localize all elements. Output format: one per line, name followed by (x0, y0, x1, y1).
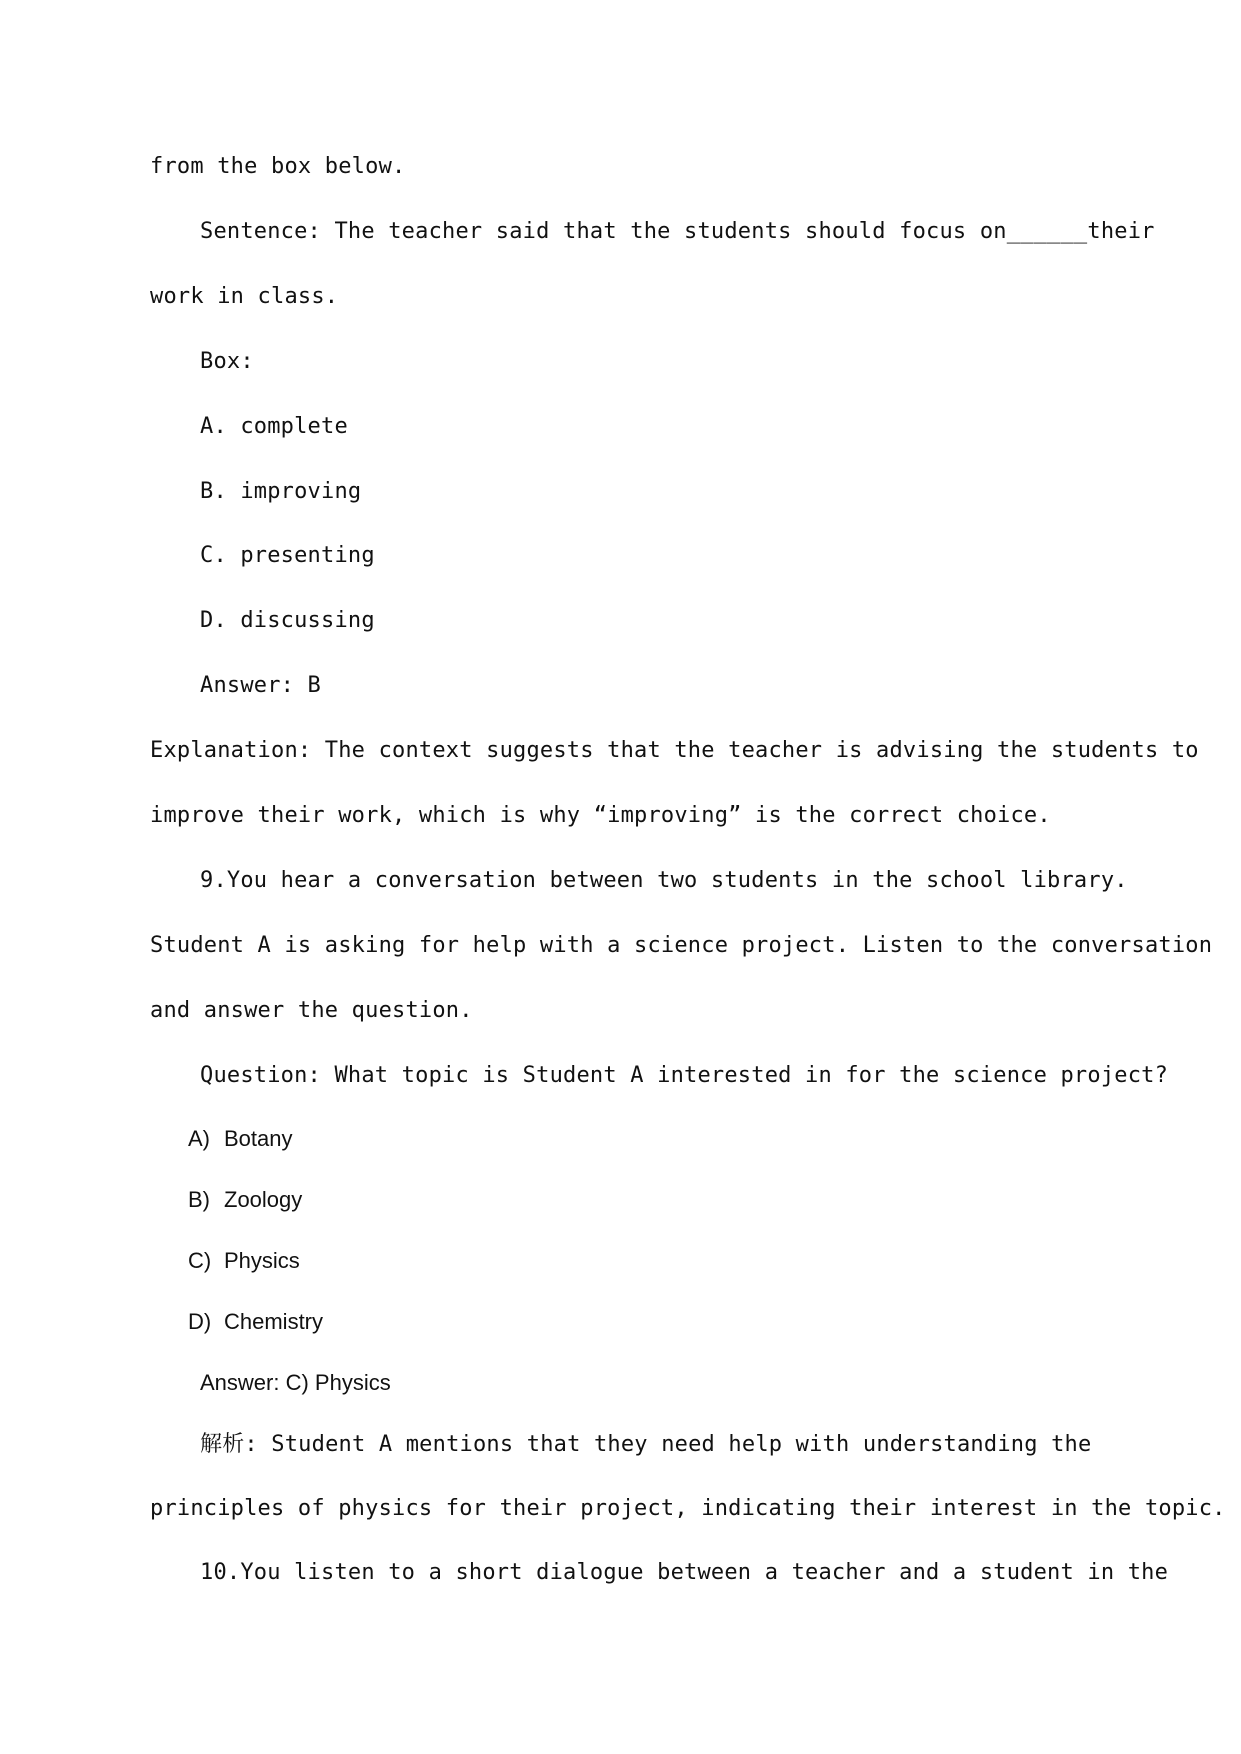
option-label: D) (188, 1309, 212, 1334)
option-c: C. presenting (200, 543, 375, 568)
explanation-line: Explanation: The context suggests that the teacher is advising the students to (150, 738, 1199, 763)
option-d: D. discussing (200, 608, 375, 633)
box-label: Box: (200, 349, 254, 374)
text-line: work in class. (150, 284, 339, 309)
text-line: from the box below. (150, 154, 406, 179)
analysis-line: principles of physics for their project, indicating their interest in the topic. (150, 1496, 1226, 1521)
option-label: B) (188, 1187, 210, 1212)
option-label: A) (188, 1126, 210, 1151)
answer-line: Answer: B (200, 673, 322, 698)
explanation-line: improve their work, which is why “improving” is the correct choice. (150, 803, 1051, 828)
question-line: Question: What topic is Student A interested in for the science project? (200, 1063, 1169, 1088)
answer-line: Answer: C) Physics (200, 1370, 391, 1395)
analysis-line: 解析: Student A mentions that they need help with understanding the (200, 1432, 1092, 1457)
question-9-line: and answer the question. (150, 998, 473, 1023)
option-d (188, 1308, 1138, 1336)
option-a (188, 1125, 1138, 1153)
option-b (188, 1186, 1138, 1214)
option-c (188, 1247, 1138, 1275)
option-text: Zoology (224, 1187, 303, 1212)
option-label: C) (188, 1248, 212, 1273)
option-text: Physics (224, 1248, 300, 1273)
option-a: A. complete (200, 414, 348, 439)
option-b: B. improving (200, 479, 362, 504)
question-9-line: Student A is asking for help with a science project. Listen to the conversation (150, 933, 1213, 958)
question-10-line: 10.You listen to a short dialogue between a teacher and a student in the (200, 1560, 1169, 1585)
option-text: Botany (224, 1126, 293, 1151)
option-text: Chemistry (224, 1309, 324, 1334)
question-9-line: 9.You hear a conversation between two students in the school library. (200, 868, 1128, 893)
sentence-line: Sentence: The teacher said that the students should focus on______their (200, 219, 1155, 244)
